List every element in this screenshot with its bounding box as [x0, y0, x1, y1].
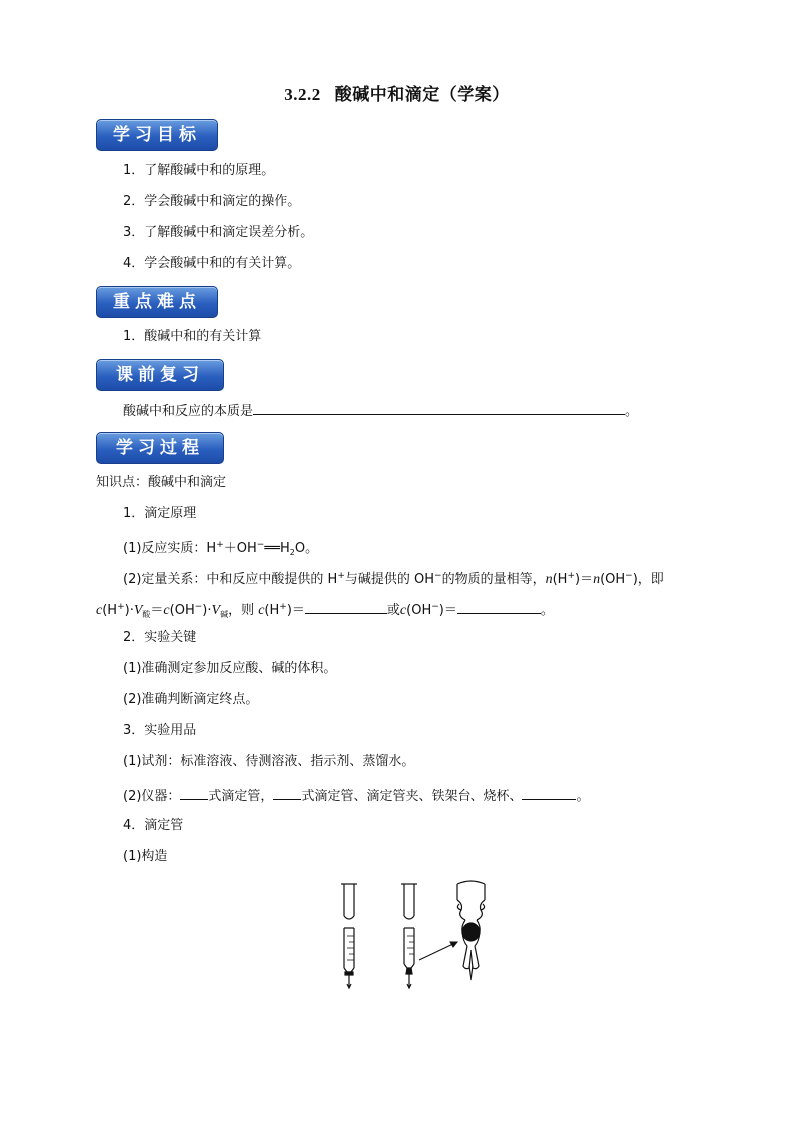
text: ，则	[228, 603, 259, 618]
text: 或	[386, 603, 400, 618]
text: 式滴定管、滴定管夹、铁架台、烧杯、	[301, 789, 523, 804]
key-2: (2)准确判断滴定终点。	[123, 692, 259, 707]
italic-c: c	[399, 603, 407, 618]
italic-n: n	[593, 572, 601, 587]
text: ══H	[264, 541, 290, 556]
acid-burette	[341, 884, 357, 988]
text: (H	[264, 603, 280, 618]
superscript: +	[216, 540, 224, 550]
text: 的物质的量相等，	[441, 572, 546, 587]
title-text: 酸碱中和滴定（学案）	[334, 85, 510, 105]
text: (H	[102, 603, 118, 618]
text: ＋OH	[223, 541, 257, 556]
superscript: +	[567, 571, 575, 581]
subscript: 2	[289, 548, 295, 557]
superscript: −	[256, 540, 265, 550]
superscript: −	[431, 602, 439, 612]
blank-burette-type-2[interactable]	[273, 786, 301, 800]
section-badge-review: 课前复习	[96, 359, 224, 391]
italic-c: c	[96, 603, 103, 618]
subscript: 酸	[142, 610, 151, 619]
review-question	[123, 401, 638, 421]
superscript: −	[434, 571, 442, 581]
text: )，即	[632, 572, 664, 587]
review-prefix: 酸碱中和反应的本质是	[123, 404, 254, 419]
italic-v: V	[211, 603, 221, 618]
text: )＝	[438, 603, 457, 618]
text: (OH	[169, 603, 195, 618]
arrow	[419, 942, 457, 960]
instruments	[123, 786, 589, 806]
text: 。	[540, 603, 554, 618]
objective-1: 1．了解酸碱中和的原理。	[123, 163, 275, 178]
text: 式滴定管，	[208, 789, 274, 804]
text: (2)仪器：	[123, 789, 181, 804]
reaction-essence	[123, 536, 318, 562]
key-1: (1)准确测定参加反应酸、碱的体积。	[123, 661, 337, 676]
text: (OH	[600, 572, 626, 587]
superscript: +	[279, 602, 287, 612]
superscript: +	[337, 571, 345, 581]
section-badge-process: 学习过程	[96, 432, 224, 464]
text: (1)反应实质：H	[123, 541, 217, 556]
blank-ch-formula[interactable]	[305, 600, 387, 614]
section-badge-objectives: 学习目标	[96, 119, 218, 151]
heading-titration-principle: 1．滴定原理	[123, 506, 197, 521]
base-burette	[401, 884, 417, 988]
superscript: −	[625, 571, 633, 581]
review-blank[interactable]	[253, 401, 625, 415]
text: 与碱提供的 OH	[344, 572, 435, 587]
text: (H	[552, 572, 568, 587]
objective-4: 4．学会酸碱中和的有关计算。	[123, 256, 301, 271]
key-point-1: 1．酸碱中和的有关计算	[123, 329, 262, 344]
review-suffix: 。	[625, 404, 639, 419]
blank-coh-formula[interactable]	[457, 600, 541, 614]
italic-c: c	[163, 603, 170, 618]
italic-n: n	[545, 572, 553, 587]
heading-experiment-key: 2．实验关键	[123, 630, 197, 645]
burette-structure: (1)构造	[123, 849, 168, 864]
text: 。	[576, 789, 590, 804]
page-title	[0, 80, 794, 105]
italic-v: V	[133, 603, 143, 618]
heading-burette: 4．滴定管	[123, 818, 184, 833]
objective-2: 2．学会酸碱中和滴定的操作。	[123, 194, 301, 209]
reagents: (1)试剂：标准溶液、待测溶液、指示剂、蒸馏水。	[123, 754, 415, 769]
quantitative-relation	[123, 567, 664, 589]
text: ＝	[150, 603, 164, 618]
rubber-tube-detail	[457, 881, 485, 980]
knowledge-point: 知识点：酸碱中和滴定	[96, 475, 227, 490]
blank-burette-type-1[interactable]	[180, 786, 208, 800]
text: )·	[124, 603, 134, 618]
text: )·	[202, 603, 212, 618]
objective-3: 3．了解酸碱中和滴定误差分析。	[123, 225, 314, 240]
superscript: −	[194, 602, 203, 612]
text: (OH	[406, 603, 432, 618]
concentration-formula	[96, 598, 554, 624]
text: )＝	[286, 603, 305, 618]
section-badge-key-points: 重点难点	[96, 286, 218, 318]
text: (2)定量关系：中和反应中酸提供的 H	[123, 572, 338, 587]
text: )＝	[574, 572, 594, 587]
blank-instrument[interactable]	[522, 786, 576, 800]
heading-experiment-supplies: 3．实验用品	[123, 723, 197, 738]
burette-diagram	[335, 880, 495, 992]
text: O。	[294, 541, 319, 556]
subscript: 碱	[220, 610, 229, 619]
title-number: 3.2.2	[284, 85, 321, 104]
superscript: +	[117, 602, 125, 612]
italic-c: c	[258, 603, 265, 618]
